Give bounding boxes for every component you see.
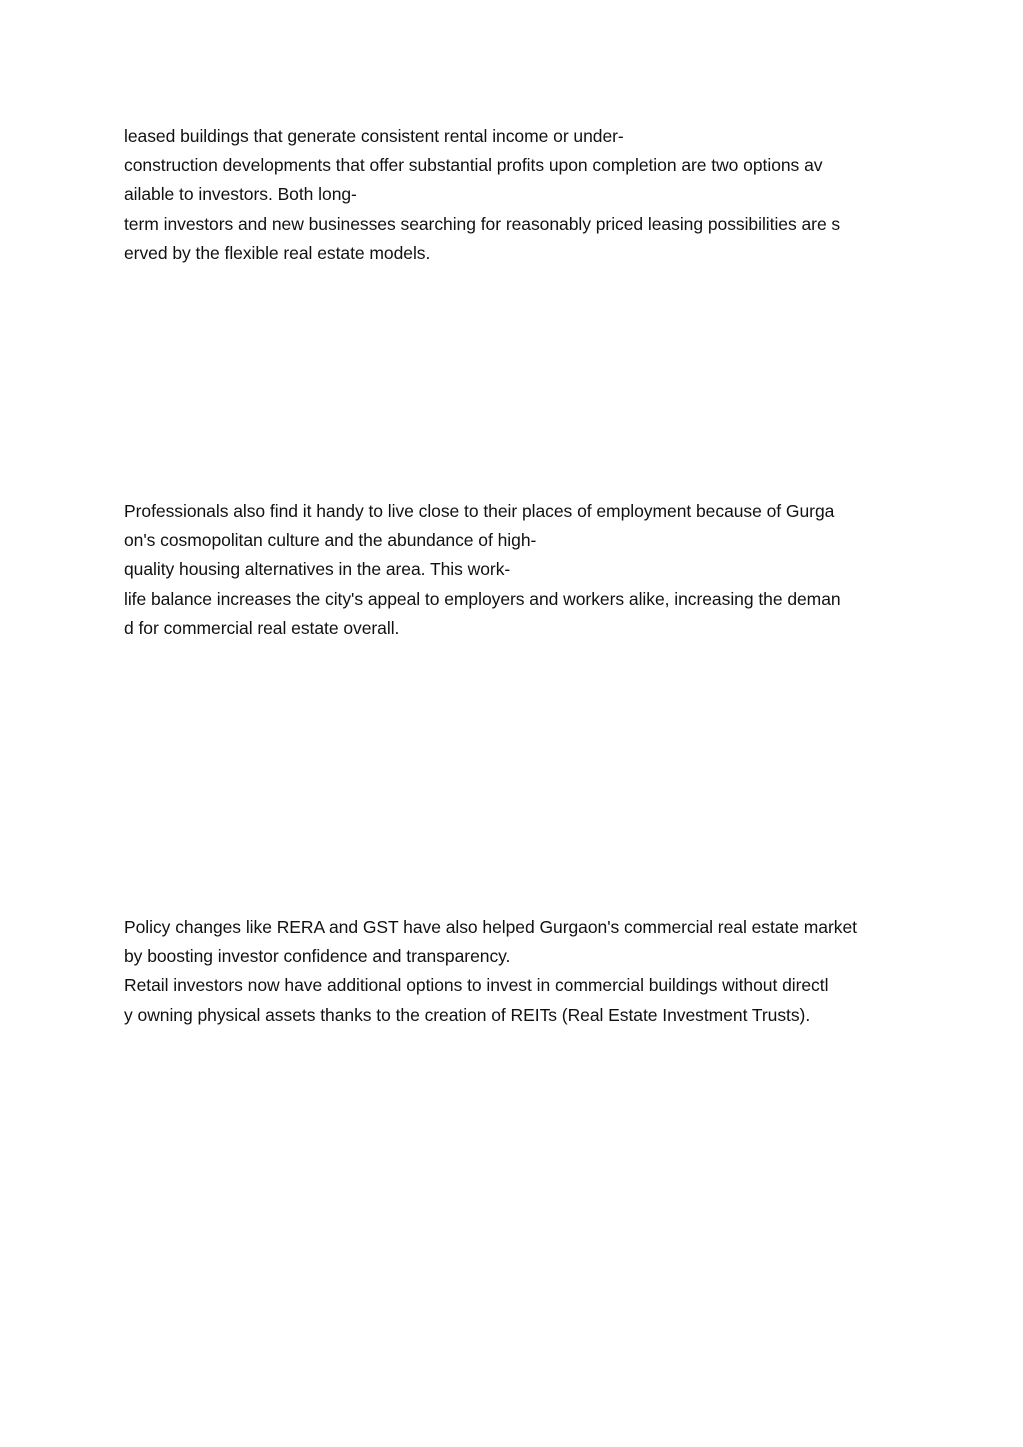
- text-line: Policy changes like RERA and GST have also helped Gurgaon's commercial real estate market: [124, 917, 857, 937]
- paragraph-leasing-options: [124, 122, 914, 268]
- text-line: by boosting investor confidence and transparency.: [124, 946, 511, 967]
- text-line: construction developments that offer substantial profits upon completion are two options av: [124, 155, 823, 176]
- text-line: erved by the flexible real estate models.: [124, 242, 431, 263]
- text-line: Professionals also find it handy to live close to their places of employment because of Gurga: [124, 501, 835, 521]
- text-line: y owning physical assets thanks to the creation of REITs (Real Estate Investment Trusts).: [124, 1004, 811, 1025]
- text-line: Retail investors now have additional options to invest in commercial buildings without directl: [124, 975, 829, 996]
- paragraph-policy-changes: [124, 913, 914, 1030]
- text-line: term investors and new businesses searching for reasonably priced leasing possibilities are s: [124, 213, 841, 234]
- text-line: ailable to investors. Both long-: [124, 184, 357, 205]
- text-line: quality housing alternatives in the area. This work-: [124, 559, 511, 580]
- text-line: on's cosmopolitan culture and the abundance of high-: [124, 530, 537, 551]
- text-line: leased buildings that generate consistent rental income or under-: [124, 126, 624, 146]
- paragraph-work-life-balance: [124, 497, 914, 643]
- text-line: life balance increases the city's appeal to employers and workers alike, increasing the deman: [124, 588, 841, 609]
- text-line: d for commercial real estate overall.: [124, 617, 400, 638]
